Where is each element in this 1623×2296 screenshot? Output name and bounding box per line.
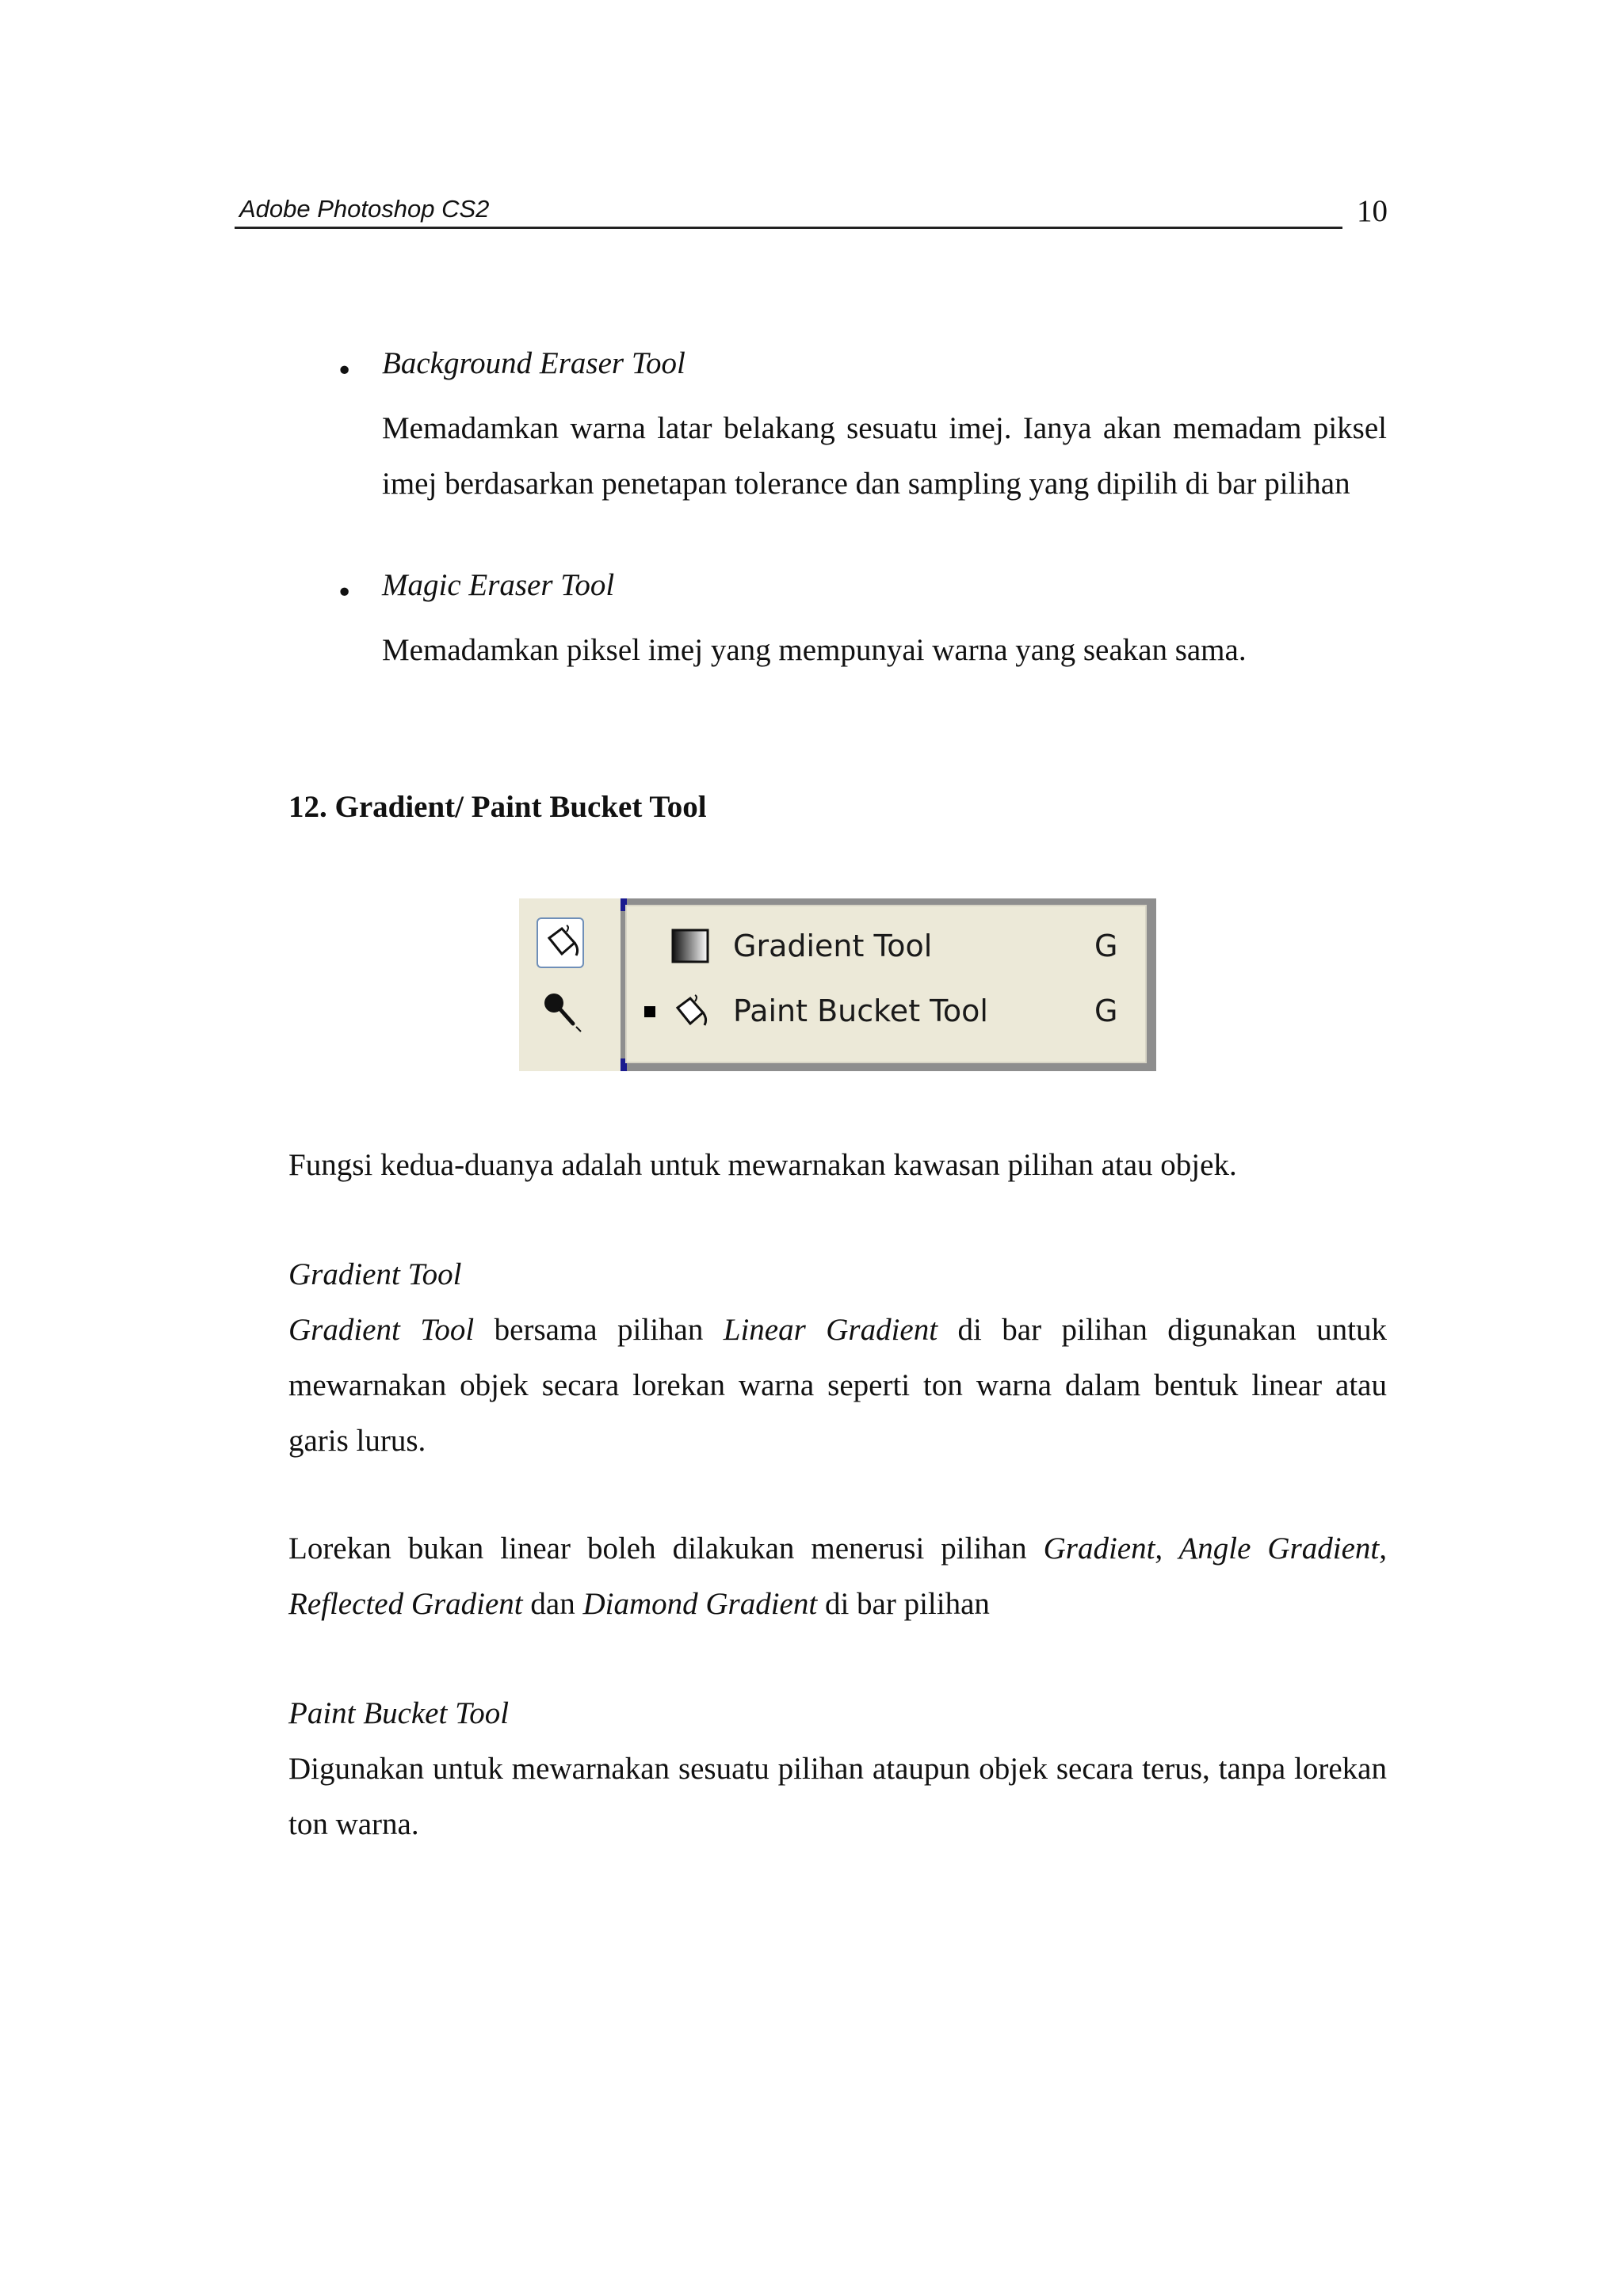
selected-marker-icon [644, 1006, 655, 1017]
page-number: 10 [1357, 194, 1388, 228]
gradient-p2-em1: Gradient, Angle Gradient, Reflected Gradient [288, 1531, 1387, 1621]
bullet-symbol: • [336, 355, 353, 387]
gradient-p1-text2: di bar pilihan digunakan untuk mewarnakan objek secara lorekan warna seperti ton warna dalam bentuk linear atau garis lurus. [288, 1313, 1387, 1458]
burn-tool-icon[interactable] [537, 987, 584, 1035]
menu-item-gradient-tool[interactable] [627, 916, 1145, 976]
gradient-p2-text2: dan [522, 1587, 583, 1621]
bullet-description: Memadamkan piksel imej yang mempunyai warna yang seakan sama. [382, 633, 1247, 667]
menu-item-label: Paint Bucket Tool [733, 994, 988, 1028]
gradient-p2-text3: di bar pilihan [817, 1587, 990, 1621]
paint-bucket-subheading: Paint Bucket Tool [288, 1696, 510, 1730]
gradient-paragraph-2 [288, 1521, 1387, 1632]
gradient-subheading: Gradient Tool [288, 1257, 462, 1291]
bullet-symbol: • [336, 577, 353, 609]
tool-flyout-menu [625, 905, 1147, 1063]
header-title: Adobe Photoshop CS2 [239, 195, 490, 223]
paint-bucket-paragraph: Digunakan untuk mewarnakan sesuatu pilihan ataupun objek secara terus, tanpa lorekan ton warna. [288, 1752, 1387, 1841]
section-heading: 12. Gradient/ Paint Bucket Tool [288, 790, 707, 824]
menu-item-label: Gradient Tool [733, 929, 933, 963]
gradient-p1-em1: Gradient Tool [288, 1313, 475, 1347]
bullet-title: Magic Eraser Tool [382, 568, 615, 602]
bullet-title: Background Eraser Tool [382, 346, 685, 380]
tool-flyout-screenshot [519, 898, 1156, 1071]
bullet-description: Memadamkan warna latar belakang sesuatu imej. Ianya akan memadam piksel imej berdasarkan penetapan tolerance dan sampling yang dipilih di bar pilihan [382, 411, 1387, 501]
gradient-paragraph-1 [288, 1302, 1387, 1469]
menu-item-shortcut: G [1094, 929, 1118, 963]
paint-bucket-icon[interactable] [537, 917, 584, 968]
paint-bucket-icon [666, 989, 714, 1033]
gradient-p2-em2: Diamond Gradient [582, 1587, 818, 1621]
gradient-p1-em2: Linear Gradient [723, 1313, 938, 1347]
page-header [235, 190, 1342, 229]
menu-item-shortcut: G [1094, 994, 1118, 1028]
gradient-p1-text1: bersama pilihan [474, 1313, 724, 1347]
toolbox-strip [519, 898, 621, 1071]
menu-item-paint-bucket-tool[interactable] [627, 981, 1145, 1041]
intro-paragraph: Fungsi kedua-duanya adalah untuk mewarnakan kawasan pilihan atau objek. [288, 1148, 1237, 1182]
gradient-p2-text1: Lorekan bukan linear boleh dilakukan menerusi pilihan [288, 1531, 1044, 1566]
gradient-swatch-icon [666, 924, 714, 968]
